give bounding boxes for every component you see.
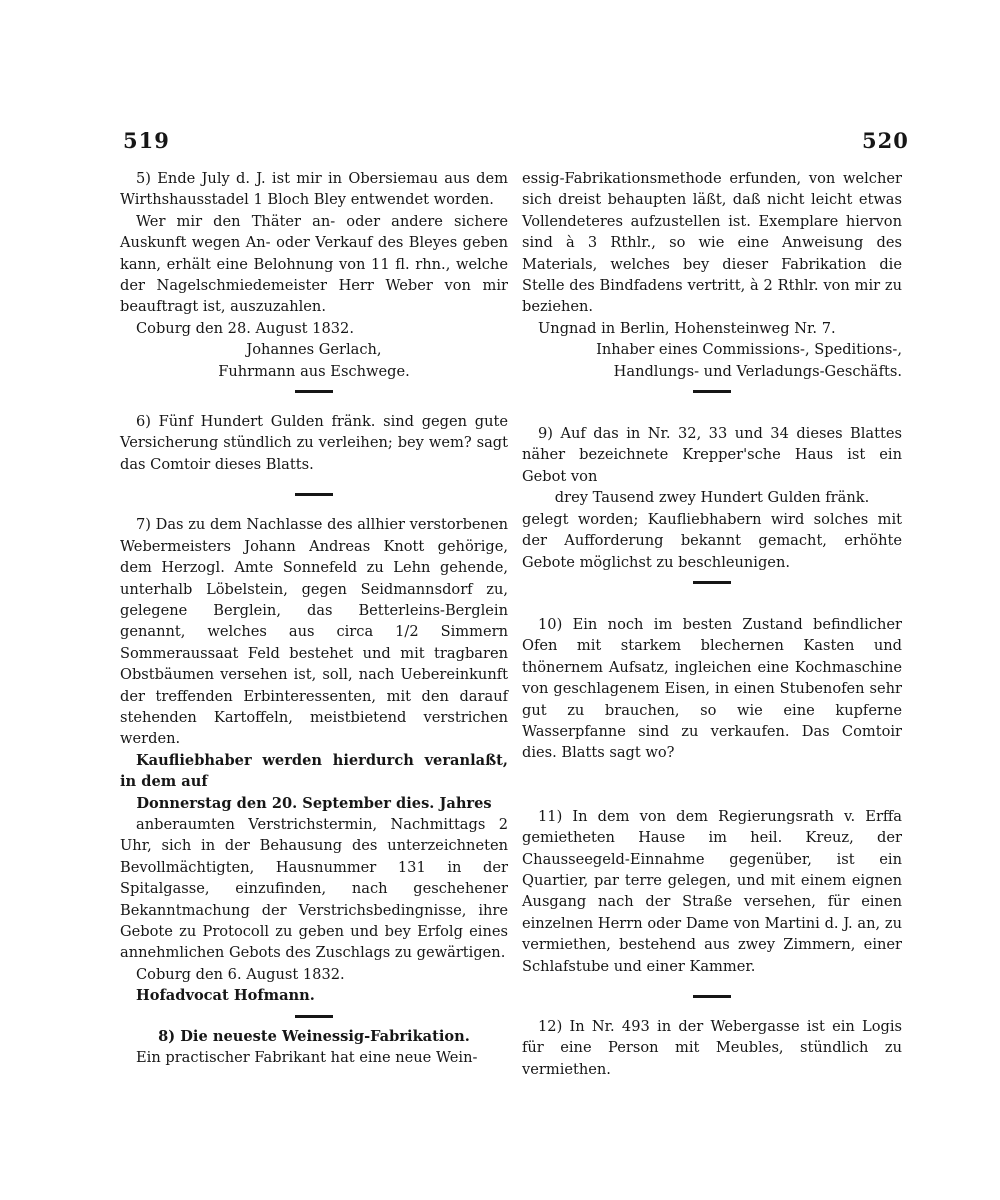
ad9-body: 9) Auf das in Nr. 32, 33 und 34 dieses Blattes näher bezeichnete Krepper'sche Haus ist ein Gebot von (522, 425, 902, 485)
ad7-signature: Hofadvocat Hofmann. (136, 987, 315, 1005)
page-number-left: 519 (123, 128, 170, 153)
ad8-body: Ein practischer Fabrikant hat eine neue Wein- (136, 1049, 478, 1067)
ad7-place-date: Coburg den 6. August 1832. (136, 965, 345, 983)
ad8-cont-body: essig-Fabrikationsmethode erfunden, von welcher sich dreist behaupten läßt, daß nicht leicht etwas Vollendeteres aufzustellen ist. Exemplare hiervon sind à 3 Rthlr., so wie eine Anweisung des Materials, welches bey dieser Fabrikation die Stelle des Bindfadens vertritt, à 2 Rthlr. von mir zu beziehen. (522, 170, 902, 316)
ad10-body: 10) Ein noch im besten Zustand befindlicher Ofen mit starkem blechernen Kasten und thönernem Aufsatz, ingleichen eine Kochmaschine von geschlagenem Eisen, in einen Stubenofen sehr gut zu brauchen, so wie eine kupferne Wasserpfanne sind zu verkaufen. Das Comtoir dies. Blatts sagt wo? (522, 615, 902, 762)
ad7-date-line: Donnerstag den 20. September dies. Jahres (136, 794, 492, 812)
right-column (522, 168, 902, 1080)
ad8-address: Ungnad in Berlin, Hohensteinweg Nr. 7. (538, 319, 836, 337)
ad9-body2: gelegt worden; Kaufliebhabern wird solches mit der Aufforderung bekannt gemacht, erhöhte Gebote möglichst zu beschleunigen. (522, 510, 902, 571)
ad8-owner1: Inhaber eines Commissions-, Speditions-, (596, 341, 902, 359)
ad5-signature-title: Fuhrmann aus Eschwege. (218, 362, 410, 380)
ad7-body2: Kaufliebhaber werden hierdurch veranlaßt, in dem auf (120, 751, 508, 791)
ad12-body: 12) In Nr. 493 in der Webergasse ist ein Logis für eine Person mit Meubles, stündlich zu vermiethen. (522, 1018, 902, 1078)
left-column (120, 168, 508, 1068)
ad8-heading: 8) Die neueste Weinessig-Fabrikation. (158, 1027, 470, 1045)
ad5-place-date: Coburg den 28. August 1832. (136, 319, 354, 337)
ad5-signature-name: Johannes Gerlach, (246, 341, 382, 359)
ad7-body3: anberaumten Verstrichstermin, Nachmittags 2 Uhr, sich in der Behausung des unterzeichneten Bevollmächtigten, Hausnummer 131 in der Spitalgasse, einzufinden, nach geschehener Bekanntmachung der Verstrichsbedingnisse, ihre Gebote zu Protocoll zu geben und bey Erfolg eines annehmlichen Gebots des Zuschlags zu gewärtigen. (120, 815, 508, 962)
ad9-amount: drey Tausend zwey Hundert Gulden fränk. (554, 489, 870, 507)
ad5-body2: Wer mir den Thäter an- oder andere sichere Auskunft wegen An- oder Verkauf des Bleyes geben kann, erhält eine Belohnung von 11 fl. rhn., welche der Nagelschmiedemeister Herr Weber von mir beauftragt ist, auszuzahlen. (120, 212, 508, 316)
ad5-body: 5) Ende July d. J. ist mir in Obersiemau aus dem Wirthshausstadel 1 Bloch Bley entwendet worden. (120, 170, 508, 209)
ad8-owner2: Handlungs- und Verladungs-Geschäfts. (613, 362, 902, 380)
page-number-right: 520 (862, 128, 909, 153)
ad6-body: 6) Fünf Hundert Gulden fränk. sind gegen gute Versicherung stündlich zu verleihen; bey wem? sagt das Comtoir dieses Blatts. (120, 413, 508, 473)
ad7-body: 7) Das zu dem Nachlasse des allhier verstorbenen Webermeisters Johann Andreas Knott gehörige, dem Herzogl. Amte Sonnefeld zu Lehn gehende, unterhalb Löbelstein, gegen Seidmannsdorf zu, gelegene Berglein, das Betterleins-Berglein genannt, welches aus circa 1/2 Simmern Sommeraussaat Feld bestehet und mit tragbaren Obstbäumen versehen ist, soll, nach Uebereinkunft der treffenden Erbinteressenten, mit den darauf stehenden Kartoffeln, meistbietend verstrichen werden. (120, 516, 508, 748)
ad11-body: 11) In dem von dem Regierungsrath v. Erffa gemietheten Hause im heil. Kreuz, der Chausseegeld-Einnahme gegenüber, ist ein Quartier, par terre gelegen, und mit einem eignen Ausgang nach der Straße versehen, für einen einzelnen Herrn oder Dame von Martini d. J. an, zu vermiethen, bestehend aus zwey Zimmern, einer Schlafstube und einer Kammer. (522, 807, 902, 975)
